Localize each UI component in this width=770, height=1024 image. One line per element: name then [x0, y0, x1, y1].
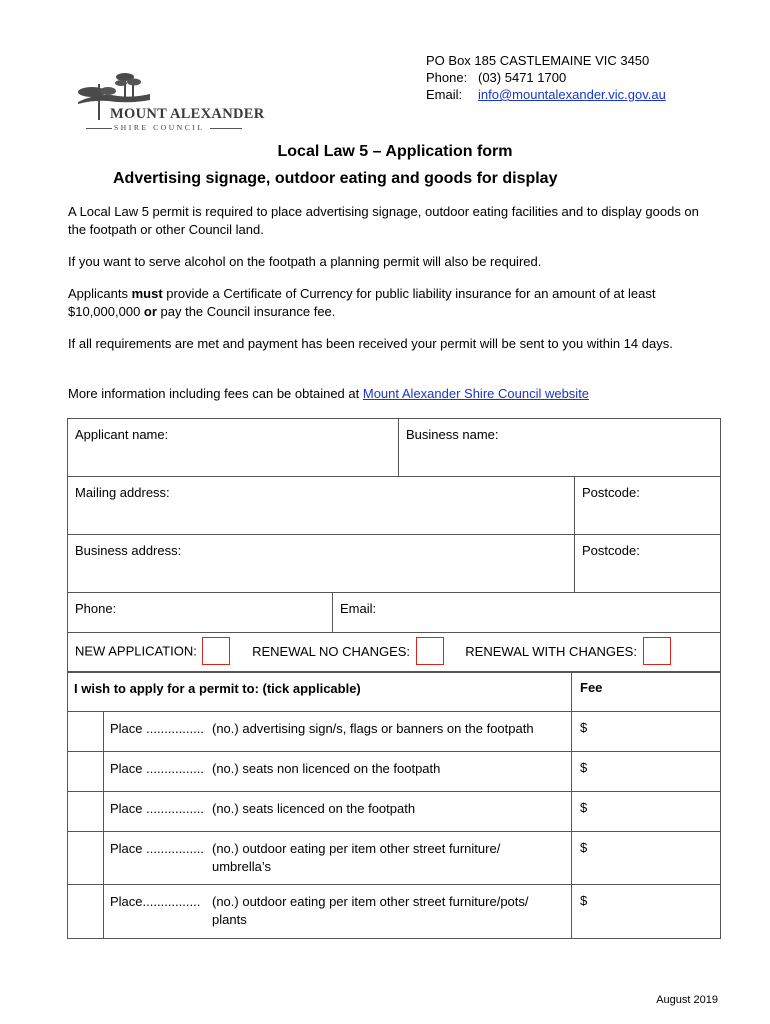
item-desc: (no.) outdoor eating per item other street furniture/pots/ plants — [212, 894, 529, 927]
alcohol-paragraph: If you want to serve alcohol on the footpath a planning permit will also be required. — [68, 254, 542, 269]
applicant-details-table — [67, 418, 721, 673]
insurance-text-a: Applicants — [68, 286, 132, 301]
footer-date: August 2019 — [656, 994, 718, 1006]
insurance-must: must — [131, 286, 163, 301]
item-description — [104, 752, 572, 792]
logo-divider — [210, 128, 242, 129]
item-place[interactable]: Place ................ — [110, 801, 204, 816]
item-tick-cell[interactable] — [68, 832, 104, 885]
item-tick-cell[interactable] — [68, 712, 104, 752]
more-info-paragraph — [68, 385, 718, 403]
item-tick-cell[interactable] — [68, 792, 104, 832]
new-application-checkbox[interactable] — [202, 637, 230, 665]
business-postcode-field[interactable] — [575, 535, 721, 593]
mailing-postcode-field[interactable] — [575, 477, 721, 535]
email-label: Email: — [426, 87, 463, 102]
contact-phone-line — [426, 69, 666, 86]
business-name-field[interactable] — [399, 419, 721, 477]
mailing-address-field[interactable] — [68, 477, 575, 535]
item-desc: (no.) seats non licenced on the footpath — [212, 761, 441, 776]
application-type-row — [68, 633, 721, 673]
item-place[interactable]: Place ................ — [110, 721, 204, 736]
item-place[interactable]: Place ................ — [110, 841, 204, 856]
permit-items-table — [67, 671, 721, 939]
logo-sub: SHIRE COUNCIL — [114, 123, 205, 132]
page-title: Local Law 5 – Application form — [277, 143, 513, 160]
insurance-text-c: pay the Council insurance fee. — [156, 304, 336, 319]
phone-field-label: Phone: — [75, 601, 117, 616]
council-website-link[interactable]: Mount Alexander Shire Council website — [362, 386, 590, 401]
more-info-text: More information including fees can be obtained at — [68, 386, 363, 401]
item-description — [104, 792, 572, 832]
item-desc: (no.) seats licenced on the footpath — [212, 801, 416, 816]
item-desc: (no.) outdoor eating per item other street furniture/ umbrella’s — [212, 841, 501, 874]
item-tick-cell[interactable] — [68, 752, 104, 792]
item-fee[interactable]: $ — [572, 752, 721, 792]
item-place[interactable]: Place................ — [110, 894, 201, 909]
email-field-label: Email: — [340, 601, 377, 616]
item-description — [104, 712, 572, 752]
contact-block — [426, 52, 666, 103]
item-description — [104, 885, 572, 939]
logo-name: MOUNT ALEXANDER — [110, 106, 265, 122]
applicant-name-label: Applicant name: — [75, 427, 169, 442]
renewal-with-changes-checkbox[interactable] — [643, 637, 671, 665]
insurance-text-b: provide a Certificate of Currency for public liability insurance for an amount of at least $10,000,000 — [68, 286, 656, 319]
contact-email-line — [426, 86, 666, 103]
business-name-label: Business name: — [406, 427, 499, 442]
insurance-paragraph — [68, 285, 718, 321]
item-fee[interactable]: $ — [572, 885, 721, 939]
email-link[interactable]: info@mountalexander.vic.gov.au — [478, 87, 666, 102]
business-address-field[interactable] — [68, 535, 575, 593]
item-fee[interactable]: $ — [572, 792, 721, 832]
renewal-with-changes-label: RENEWAL WITH CHANGES: — [465, 643, 637, 659]
item-description — [104, 832, 572, 885]
mailing-address-label: Mailing address: — [75, 485, 170, 500]
applicant-name-field[interactable] — [68, 419, 399, 477]
item-tick-cell[interactable] — [68, 885, 104, 939]
phone-label: Phone: — [426, 70, 468, 85]
business-address-label: Business address: — [75, 543, 182, 558]
new-application-label: NEW APPLICATION: — [75, 643, 197, 659]
item-desc: (no.) advertising sign/s, flags or banners on the footpath — [212, 721, 534, 736]
council-logo — [78, 70, 265, 140]
phone-field[interactable] — [68, 593, 333, 633]
insurance-or: or — [143, 304, 157, 319]
mailing-postcode-label: Postcode: — [582, 485, 640, 500]
item-fee[interactable]: $ — [572, 832, 721, 885]
email-field[interactable] — [333, 593, 721, 633]
logo-divider — [86, 128, 112, 129]
page-subtitle: Advertising signage, outdoor eating and goods for display — [113, 170, 558, 187]
permit-timing-paragraph: If all requirements are met and payment has been received your permit will be sent to you within 14 days. — [68, 336, 673, 351]
business-postcode-label: Postcode: — [582, 543, 640, 558]
renewal-no-changes-label: RENEWAL NO CHANGES: — [252, 643, 411, 659]
item-place[interactable]: Place ................ — [110, 761, 204, 776]
items-header: I wish to apply for a permit to: (tick applicable) — [68, 672, 572, 712]
contact-address: PO Box 185 CASTLEMAINE VIC 3450 — [426, 53, 650, 68]
renewal-no-changes-checkbox[interactable] — [416, 637, 444, 665]
fee-header: Fee — [572, 672, 721, 712]
item-fee[interactable]: $ — [572, 712, 721, 752]
phone-value: (03) 5471 1700 — [478, 70, 567, 85]
intro-paragraph: A Local Law 5 permit is required to place advertising signage, outdoor eating facilities and to display goods on the footpath or other Council land. — [68, 204, 699, 237]
